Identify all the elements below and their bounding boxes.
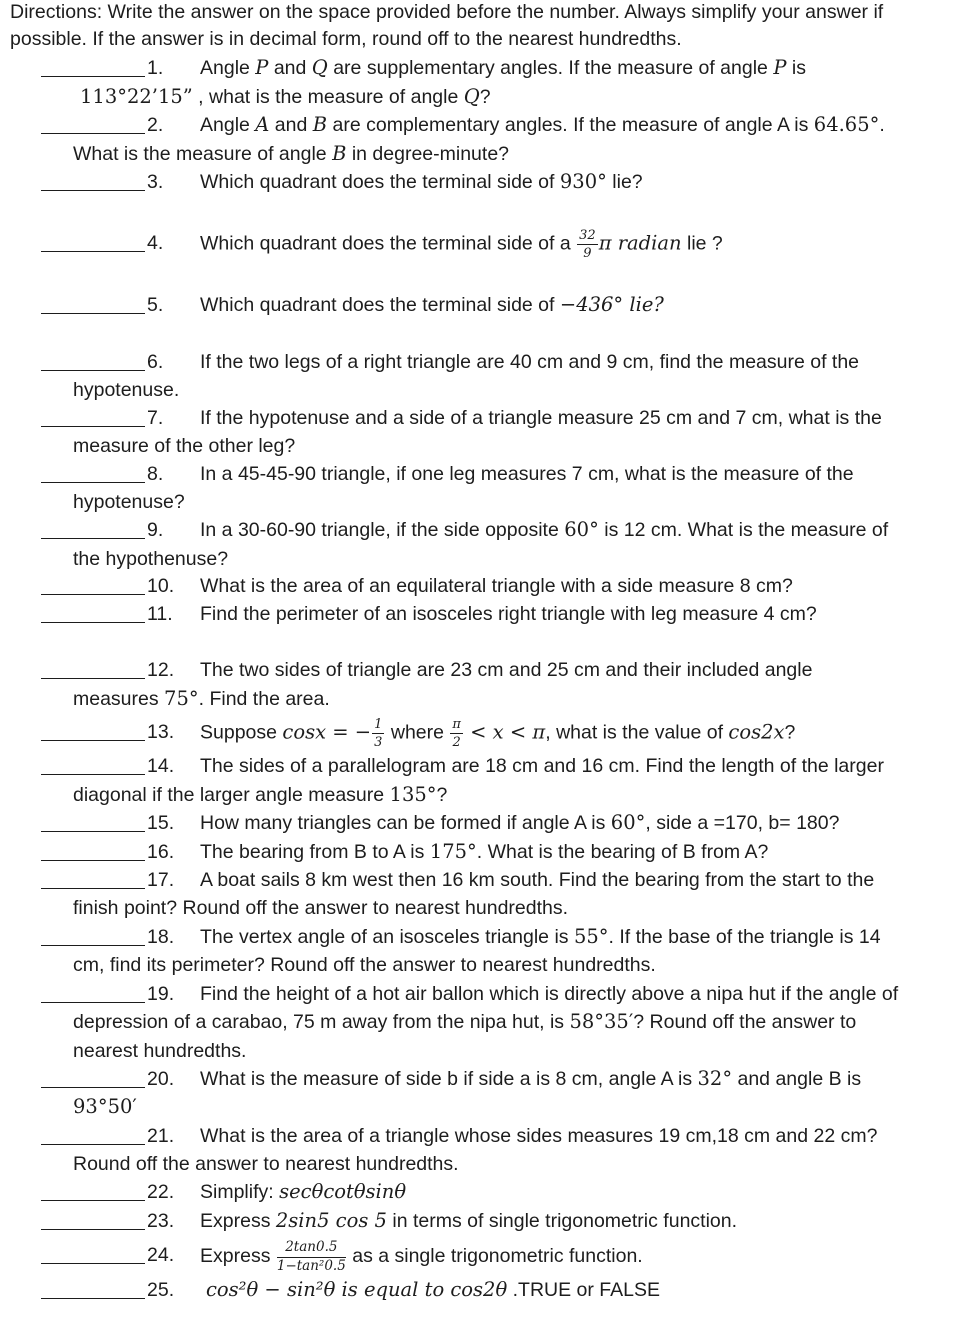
- directions-line-2: possible. If the answer is in decimal form, round off to the nearest hundredths.: [10, 28, 682, 50]
- question-text: The sides of a parallelogram are 18 cm and 16 cm. Find the length of the larger: [200, 755, 884, 777]
- answer-blank-13[interactable]: [41, 718, 145, 741]
- answer-blank-25[interactable]: [41, 1276, 145, 1299]
- question-text: Express 2sin5 cos 5 in terms of single trigonometric function.: [200, 1209, 738, 1232]
- fraction: $\frac{32}{9}$: [579, 228, 596, 261]
- question-7-cont: measure of the other leg?: [73, 435, 296, 457]
- answer-blank-17[interactable]: [41, 866, 145, 889]
- answer-blank-3[interactable]: [41, 168, 145, 191]
- fraction: $\frac{1}{3}$: [374, 717, 383, 750]
- question-text: Which quadrant does the terminal side of 930° lie?: [200, 170, 643, 193]
- answer-blank-9[interactable]: [41, 516, 145, 539]
- question-number: 9.: [147, 519, 164, 541]
- question-number: 7.: [147, 407, 164, 429]
- question-number: 12.: [147, 659, 175, 681]
- question-number: 17.: [147, 869, 175, 891]
- answer-blank-15[interactable]: [41, 809, 145, 832]
- question-text: What is the area of an equilateral triangle with a side measure 8 cm?: [200, 575, 793, 597]
- answer-blank-16[interactable]: [41, 838, 145, 861]
- question-8-cont: hypotenuse?: [73, 491, 185, 513]
- answer-blank-10[interactable]: [41, 572, 145, 595]
- question-text: The vertex angle of an isosceles triangle is 55°. If the base of the triangle is 14: [200, 925, 881, 948]
- answer-blank-5[interactable]: [41, 291, 145, 314]
- answer-blank-23[interactable]: [41, 1207, 145, 1230]
- question-number: 6.: [147, 351, 164, 373]
- question-number: 10.: [147, 575, 175, 597]
- question-text: If the hypotenuse and a side of a triangle measure 25 cm and 7 cm, what is the: [200, 407, 882, 429]
- answer-blank-22[interactable]: [41, 1178, 145, 1201]
- question-1-cont: 113°22’15” , what is the measure of angle Q?: [80, 85, 491, 108]
- question-number: 13.: [147, 721, 175, 743]
- question-number: 11.: [147, 603, 173, 625]
- question-21-cont: Round off the answer to nearest hundredths.: [73, 1153, 459, 1175]
- question-19-cont: depression of a carabao, 75 m away from the nipa hut, is 58°35′? Round off the answer to: [73, 1010, 857, 1033]
- answer-blank-18[interactable]: [41, 923, 145, 946]
- question-text: Suppose cosx = − $\frac{1}{3}$ where $\frac{\pi}{2}$ < x < π, what is the value of cos2x?: [200, 717, 796, 750]
- answer-blank-19[interactable]: [41, 980, 145, 1003]
- question-number: 2.: [147, 114, 164, 136]
- answer-blank-4[interactable]: [41, 229, 145, 252]
- answer-blank-24[interactable]: [41, 1241, 145, 1264]
- fraction: $\frac{\pi}{2}$: [452, 717, 461, 750]
- fraction: $\frac{2\tan 0.5}{\text{1−tan²0.5}}$: [276, 1239, 346, 1274]
- answer-blank-11[interactable]: [41, 600, 145, 623]
- question-17-cont: finish point? Round off the answer to nearest hundredths.: [73, 897, 569, 919]
- directions-line-1: Directions: Write the answer on the space provided before the number. Always simplify your answer if: [10, 1, 884, 23]
- answer-blank-2[interactable]: [41, 111, 145, 134]
- question-text: How many triangles can be formed if angle A is 60°, side a =170, b= 180?: [200, 811, 840, 834]
- question-number: 5.: [147, 294, 164, 316]
- answer-blank-6[interactable]: [41, 348, 145, 371]
- question-text: In a 45-45-90 triangle, if one leg measures 7 cm, what is the measure of the: [200, 463, 854, 485]
- question-text: Which quadrant does the terminal side of −436° lie?: [200, 293, 664, 316]
- answer-blank-7[interactable]: [41, 404, 145, 427]
- question-text: In a 30-60-90 triangle, if the side opposite 60° is 12 cm. What is the measure of: [200, 518, 889, 541]
- question-text: The bearing from B to A is 175°. What is the bearing of B from A?: [200, 840, 769, 863]
- question-number: 14.: [147, 755, 175, 777]
- question-number: 8.: [147, 463, 164, 485]
- question-number: 18.: [147, 926, 175, 948]
- question-number: 21.: [147, 1125, 175, 1147]
- question-number: 1.: [147, 57, 164, 79]
- question-text: cos²θ − sin²θ is equal to cos2θ .TRUE or FALSE: [206, 1278, 660, 1301]
- answer-blank-21[interactable]: [41, 1122, 145, 1145]
- question-number: 19.: [147, 983, 175, 1005]
- question-text: Which quadrant does the terminal side of a $\frac{32}{9}$ π radian lie ?: [200, 228, 723, 261]
- answer-blank-12[interactable]: [41, 656, 145, 679]
- question-text: Angle A and B are complementary angles. If the measure of angle A is 64.65°.: [200, 113, 885, 136]
- question-19-cont-2: nearest hundredths.: [73, 1040, 247, 1062]
- answer-blank-8[interactable]: [41, 460, 145, 483]
- question-text: Find the height of a hot air ballon which is directly above a nipa hut if the angle of: [200, 983, 899, 1005]
- question-text: Express $\frac{2\tan 0.5}{\text{1−tan²0.5}}$ as a single trigonometric function.: [200, 1239, 643, 1274]
- answer-blank-14[interactable]: [41, 752, 145, 775]
- question-text: A boat sails 8 km west then 16 km south. Find the bearing from the start to the: [200, 869, 875, 891]
- question-12-cont: measures 75°. Find the area.: [73, 687, 330, 710]
- question-18-cont: cm, find its perimeter? Round off the answer to nearest hundredths.: [73, 954, 656, 976]
- question-number: 20.: [147, 1068, 175, 1090]
- question-number: 3.: [147, 171, 164, 193]
- question-text: Simplify: secθcotθsinθ: [200, 1180, 407, 1203]
- question-number: 16.: [147, 841, 175, 863]
- question-number: 22.: [147, 1181, 175, 1203]
- question-text: What is the measure of side b if side a is 8 cm, angle A is 32° and angle B is: [200, 1067, 862, 1090]
- question-text: Find the perimeter of an isosceles right triangle with leg measure 4 cm?: [200, 603, 817, 625]
- question-2-cont: What is the measure of angle B in degree-minute?: [73, 142, 510, 165]
- question-number: 23.: [147, 1210, 175, 1232]
- answer-blank-20[interactable]: [41, 1065, 145, 1088]
- question-20-cont: 93°50′: [73, 1095, 137, 1118]
- question-number: 25.: [147, 1279, 175, 1301]
- question-text: What is the area of a triangle whose sides measures 19 cm,18 cm and 22 cm?: [200, 1125, 878, 1147]
- question-9-cont: the hypothenuse?: [73, 548, 229, 570]
- question-text: The two sides of triangle are 23 cm and 25 cm and their included angle: [200, 659, 813, 681]
- question-number: 4.: [147, 232, 164, 254]
- question-text: If the two legs of a right triangle are 40 cm and 9 cm, find the measure of the: [200, 351, 860, 373]
- question-text: Angle P and Q are supplementary angles. If the measure of angle P is: [200, 56, 806, 79]
- question-14-cont: diagonal if the larger angle measure 135°?: [73, 783, 448, 806]
- question-number: 15.: [147, 812, 175, 834]
- answer-blank-1[interactable]: [41, 54, 145, 77]
- question-number: 24.: [147, 1244, 175, 1266]
- question-6-cont: hypotenuse.: [73, 379, 180, 401]
